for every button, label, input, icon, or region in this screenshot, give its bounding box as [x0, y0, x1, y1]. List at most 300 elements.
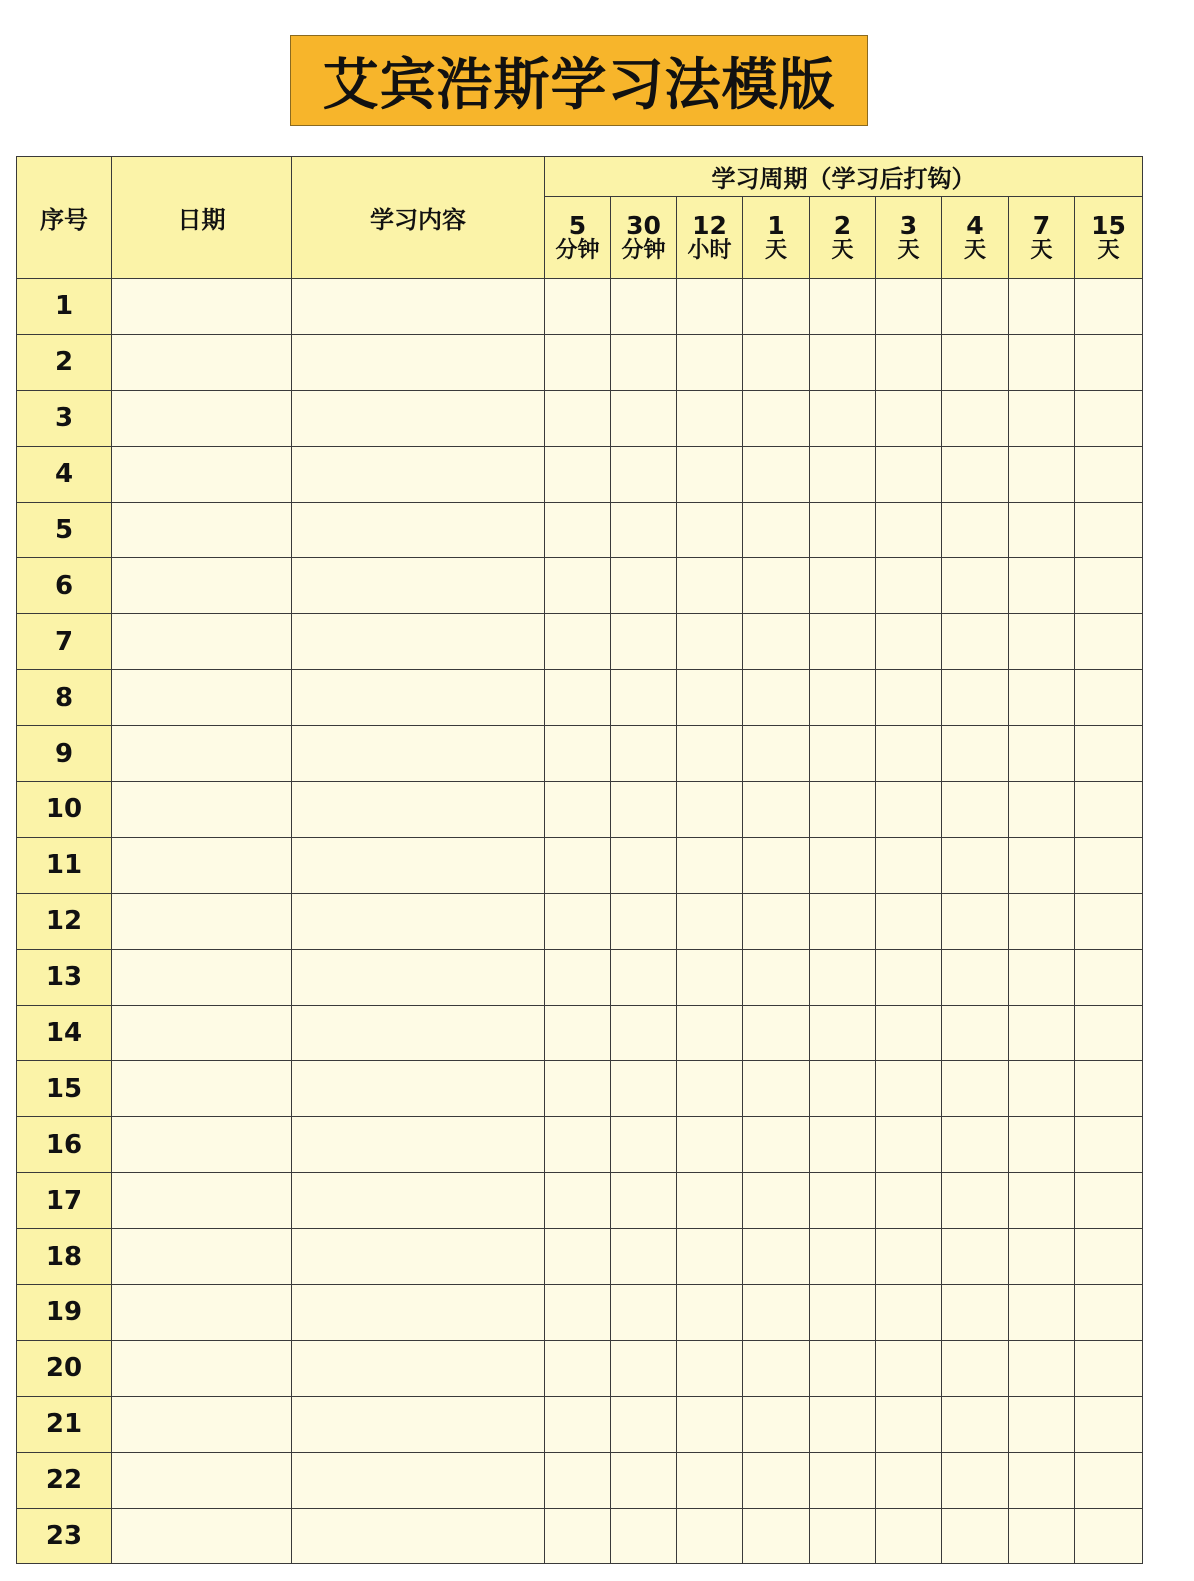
content-cell[interactable] — [292, 1173, 545, 1229]
check-cell[interactable] — [545, 502, 611, 558]
header-interval — [677, 197, 743, 279]
check-cell[interactable] — [677, 390, 743, 446]
check-cell[interactable] — [545, 1340, 611, 1396]
content-cell[interactable] — [292, 334, 545, 390]
date-cell[interactable] — [112, 726, 292, 782]
check-cell[interactable] — [611, 1229, 677, 1285]
check-cell[interactable] — [810, 893, 876, 949]
check-cell[interactable] — [942, 1117, 1009, 1173]
check-cell[interactable] — [942, 670, 1009, 726]
check-cell[interactable] — [743, 1452, 810, 1508]
content-cell[interactable] — [292, 949, 545, 1005]
check-cell[interactable] — [1075, 837, 1143, 893]
table-row — [17, 334, 1143, 390]
check-cell[interactable] — [876, 1508, 942, 1564]
check-cell[interactable] — [1009, 1508, 1075, 1564]
check-cell[interactable] — [876, 390, 942, 446]
check-cell[interactable] — [942, 782, 1009, 838]
interval-unit: 分钟 — [555, 237, 600, 263]
date-cell[interactable] — [112, 837, 292, 893]
check-cell[interactable] — [1075, 1340, 1143, 1396]
check-cell[interactable] — [677, 1117, 743, 1173]
row-index: 7 — [17, 614, 112, 670]
check-cell[interactable] — [611, 782, 677, 838]
check-cell[interactable] — [545, 1508, 611, 1564]
date-cell[interactable] — [112, 390, 292, 446]
check-cell[interactable] — [876, 1005, 942, 1061]
check-cell[interactable] — [677, 893, 743, 949]
check-cell[interactable] — [1075, 279, 1143, 335]
check-cell[interactable] — [810, 1061, 876, 1117]
check-cell[interactable] — [743, 893, 810, 949]
content-cell[interactable] — [292, 1229, 545, 1285]
content-cell[interactable] — [292, 1285, 545, 1341]
check-cell[interactable] — [611, 1061, 677, 1117]
check-cell[interactable] — [611, 837, 677, 893]
date-cell[interactable] — [112, 334, 292, 390]
check-cell[interactable] — [942, 334, 1009, 390]
check-cell[interactable] — [677, 1340, 743, 1396]
check-cell[interactable] — [611, 1340, 677, 1396]
row-index: 13 — [17, 949, 112, 1005]
check-cell[interactable] — [876, 446, 942, 502]
check-cell[interactable] — [545, 334, 611, 390]
check-cell[interactable] — [1009, 1117, 1075, 1173]
check-cell[interactable] — [1009, 558, 1075, 614]
check-cell[interactable] — [876, 502, 942, 558]
check-cell[interactable] — [677, 726, 743, 782]
row-index: 8 — [17, 670, 112, 726]
check-cell[interactable] — [1075, 1285, 1143, 1341]
date-cell[interactable] — [112, 446, 292, 502]
header-interval — [1075, 197, 1143, 279]
content-cell[interactable] — [292, 446, 545, 502]
check-cell[interactable] — [876, 726, 942, 782]
header-date: 日期 — [112, 157, 292, 279]
check-cell[interactable] — [942, 1508, 1009, 1564]
check-cell[interactable] — [1075, 670, 1143, 726]
row-index: 12 — [17, 893, 112, 949]
table-row — [17, 279, 1143, 335]
check-cell[interactable] — [1075, 893, 1143, 949]
check-cell[interactable] — [677, 1508, 743, 1564]
check-cell[interactable] — [876, 558, 942, 614]
date-cell[interactable] — [112, 949, 292, 1005]
check-cell[interactable] — [810, 1508, 876, 1564]
date-cell[interactable] — [112, 502, 292, 558]
check-cell[interactable] — [677, 279, 743, 335]
check-cell[interactable] — [677, 446, 743, 502]
check-cell[interactable] — [743, 726, 810, 782]
check-cell[interactable] — [611, 1005, 677, 1061]
page-title: 艾宾浩斯学习法模版 — [290, 35, 868, 126]
table-row — [17, 1452, 1143, 1508]
check-cell[interactable] — [743, 1396, 810, 1452]
check-cell[interactable] — [1075, 446, 1143, 502]
date-cell[interactable] — [112, 670, 292, 726]
check-cell[interactable] — [1075, 334, 1143, 390]
table-row — [17, 1340, 1143, 1396]
check-cell[interactable] — [545, 614, 611, 670]
check-cell[interactable] — [611, 1117, 677, 1173]
check-cell[interactable] — [810, 1340, 876, 1396]
header-cycle: 学习周期（学习后打钩） — [545, 157, 1143, 197]
content-cell[interactable] — [292, 1396, 545, 1452]
content-cell[interactable] — [292, 558, 545, 614]
content-cell[interactable] — [292, 1061, 545, 1117]
check-cell[interactable] — [876, 334, 942, 390]
check-cell[interactable] — [942, 1005, 1009, 1061]
date-cell[interactable] — [112, 558, 292, 614]
check-cell[interactable] — [677, 334, 743, 390]
check-cell[interactable] — [743, 446, 810, 502]
check-cell[interactable] — [611, 390, 677, 446]
check-cell[interactable] — [1009, 893, 1075, 949]
header-index: 序号 — [17, 157, 112, 279]
check-cell[interactable] — [810, 1285, 876, 1341]
check-cell[interactable] — [942, 502, 1009, 558]
check-cell[interactable] — [942, 1340, 1009, 1396]
check-cell[interactable] — [1009, 726, 1075, 782]
content-cell[interactable] — [292, 1340, 545, 1396]
check-cell[interactable] — [876, 893, 942, 949]
check-cell[interactable] — [545, 1005, 611, 1061]
check-cell[interactable] — [1009, 446, 1075, 502]
check-cell[interactable] — [1009, 1061, 1075, 1117]
content-cell[interactable] — [292, 1508, 545, 1564]
check-cell[interactable] — [1075, 1229, 1143, 1285]
check-cell[interactable] — [611, 502, 677, 558]
check-cell[interactable] — [1075, 1005, 1143, 1061]
check-cell[interactable] — [1075, 1396, 1143, 1452]
check-cell[interactable] — [1075, 782, 1143, 838]
check-cell[interactable] — [743, 1061, 810, 1117]
date-cell[interactable] — [112, 1173, 292, 1229]
header-interval — [743, 197, 810, 279]
table-row — [17, 782, 1143, 838]
check-cell[interactable] — [743, 949, 810, 1005]
check-cell[interactable] — [876, 614, 942, 670]
check-cell[interactable] — [942, 446, 1009, 502]
check-cell[interactable] — [1075, 614, 1143, 670]
table-row — [17, 1396, 1143, 1452]
date-cell[interactable] — [112, 1285, 292, 1341]
check-cell[interactable] — [1009, 837, 1075, 893]
row-index: 19 — [17, 1285, 112, 1341]
check-cell[interactable] — [1075, 726, 1143, 782]
check-cell[interactable] — [810, 334, 876, 390]
check-cell[interactable] — [611, 1396, 677, 1452]
check-cell[interactable] — [743, 1285, 810, 1341]
check-cell[interactable] — [876, 1452, 942, 1508]
date-cell[interactable] — [112, 893, 292, 949]
check-cell[interactable] — [876, 1396, 942, 1452]
check-cell[interactable] — [1009, 1396, 1075, 1452]
check-cell[interactable] — [942, 1061, 1009, 1117]
check-cell[interactable] — [677, 1396, 743, 1452]
check-cell[interactable] — [545, 949, 611, 1005]
interval-number: 4 — [966, 210, 984, 240]
check-cell[interactable] — [1075, 390, 1143, 446]
check-cell[interactable] — [1009, 614, 1075, 670]
check-cell[interactable] — [810, 1452, 876, 1508]
row-index: 17 — [17, 1173, 112, 1229]
content-cell[interactable] — [292, 670, 545, 726]
interval-unit: 天 — [897, 237, 920, 263]
check-cell[interactable] — [942, 1173, 1009, 1229]
check-cell[interactable] — [876, 782, 942, 838]
interval-unit: 天 — [1030, 237, 1053, 263]
check-cell[interactable] — [677, 1061, 743, 1117]
check-cell[interactable] — [611, 279, 677, 335]
check-cell[interactable] — [743, 390, 810, 446]
content-cell[interactable] — [292, 726, 545, 782]
table-row — [17, 1285, 1143, 1341]
interval-number: 7 — [1032, 210, 1051, 240]
check-cell[interactable] — [810, 837, 876, 893]
check-cell[interactable] — [1075, 1452, 1143, 1508]
header-interval — [611, 197, 677, 279]
check-cell[interactable] — [1009, 334, 1075, 390]
check-cell[interactable] — [1009, 1173, 1075, 1229]
check-cell[interactable] — [810, 390, 876, 446]
interval-unit: 天 — [1097, 237, 1120, 263]
check-cell[interactable] — [942, 279, 1009, 335]
table-row — [17, 1173, 1143, 1229]
check-cell[interactable] — [743, 1340, 810, 1396]
check-cell[interactable] — [1009, 1229, 1075, 1285]
check-cell[interactable] — [810, 1173, 876, 1229]
check-cell[interactable] — [1009, 1340, 1075, 1396]
check-cell[interactable] — [743, 558, 810, 614]
check-cell[interactable] — [1009, 279, 1075, 335]
interval-number: 30 — [626, 210, 661, 240]
check-cell[interactable] — [611, 614, 677, 670]
interval-number: 3 — [899, 210, 918, 240]
check-cell[interactable] — [810, 1117, 876, 1173]
check-cell[interactable] — [1075, 1173, 1143, 1229]
check-cell[interactable] — [942, 1452, 1009, 1508]
row-index: 23 — [17, 1508, 112, 1564]
table-row — [17, 1005, 1143, 1061]
row-index: 22 — [17, 1452, 112, 1508]
check-cell[interactable] — [677, 1005, 743, 1061]
check-cell[interactable] — [677, 558, 743, 614]
check-cell[interactable] — [611, 670, 677, 726]
check-cell[interactable] — [743, 1173, 810, 1229]
check-cell[interactable] — [810, 279, 876, 335]
table-row — [17, 446, 1143, 502]
check-cell[interactable] — [545, 1061, 611, 1117]
table-row — [17, 1117, 1143, 1173]
check-cell[interactable] — [677, 949, 743, 1005]
date-cell[interactable] — [112, 1508, 292, 1564]
check-cell[interactable] — [611, 446, 677, 502]
check-cell[interactable] — [942, 558, 1009, 614]
check-cell[interactable] — [743, 334, 810, 390]
check-cell[interactable] — [545, 893, 611, 949]
check-cell[interactable] — [611, 1508, 677, 1564]
content-cell[interactable] — [292, 782, 545, 838]
check-cell[interactable] — [810, 614, 876, 670]
check-cell[interactable] — [611, 726, 677, 782]
check-cell[interactable] — [545, 782, 611, 838]
check-cell[interactable] — [1009, 1285, 1075, 1341]
row-index: 3 — [17, 390, 112, 446]
check-cell[interactable] — [1009, 1452, 1075, 1508]
check-cell[interactable] — [677, 837, 743, 893]
interval-unit: 天 — [831, 237, 854, 263]
check-cell[interactable] — [810, 1396, 876, 1452]
check-cell[interactable] — [1009, 949, 1075, 1005]
check-cell[interactable] — [1075, 949, 1143, 1005]
content-cell[interactable] — [292, 893, 545, 949]
check-cell[interactable] — [1075, 1508, 1143, 1564]
check-cell[interactable] — [677, 670, 743, 726]
check-cell[interactable] — [743, 502, 810, 558]
check-cell[interactable] — [876, 1061, 942, 1117]
check-cell[interactable] — [942, 614, 1009, 670]
check-cell[interactable] — [942, 1285, 1009, 1341]
row-index: 16 — [17, 1117, 112, 1173]
date-cell[interactable] — [112, 1229, 292, 1285]
check-cell[interactable] — [677, 1452, 743, 1508]
row-index: 20 — [17, 1340, 112, 1396]
check-cell[interactable] — [876, 1340, 942, 1396]
check-cell[interactable] — [545, 726, 611, 782]
check-cell[interactable] — [545, 558, 611, 614]
content-cell[interactable] — [292, 837, 545, 893]
check-cell[interactable] — [810, 726, 876, 782]
check-cell[interactable] — [743, 1005, 810, 1061]
check-cell[interactable] — [545, 670, 611, 726]
check-cell[interactable] — [611, 1285, 677, 1341]
content-cell[interactable] — [292, 390, 545, 446]
check-cell[interactable] — [1075, 558, 1143, 614]
check-cell[interactable] — [545, 1173, 611, 1229]
check-cell[interactable] — [743, 1117, 810, 1173]
row-index: 11 — [17, 837, 112, 893]
content-cell[interactable] — [292, 279, 545, 335]
check-cell[interactable] — [942, 837, 1009, 893]
row-index: 14 — [17, 1005, 112, 1061]
check-cell[interactable] — [876, 1285, 942, 1341]
date-cell[interactable] — [112, 279, 292, 335]
check-cell[interactable] — [743, 279, 810, 335]
date-cell[interactable] — [112, 1005, 292, 1061]
content-cell[interactable] — [292, 1117, 545, 1173]
check-cell[interactable] — [677, 1285, 743, 1341]
check-cell[interactable] — [1009, 670, 1075, 726]
check-cell[interactable] — [1075, 1117, 1143, 1173]
check-cell[interactable] — [545, 1229, 611, 1285]
check-cell[interactable] — [876, 670, 942, 726]
check-cell[interactable] — [611, 334, 677, 390]
date-cell[interactable] — [112, 782, 292, 838]
check-cell[interactable] — [545, 837, 611, 893]
check-cell[interactable] — [545, 446, 611, 502]
check-cell[interactable] — [611, 949, 677, 1005]
row-index: 5 — [17, 502, 112, 558]
row-index: 18 — [17, 1229, 112, 1285]
content-cell[interactable] — [292, 502, 545, 558]
check-cell[interactable] — [876, 949, 942, 1005]
table-header — [17, 157, 1143, 279]
date-cell[interactable] — [112, 614, 292, 670]
table-row — [17, 558, 1143, 614]
check-cell[interactable] — [743, 670, 810, 726]
check-cell[interactable] — [810, 949, 876, 1005]
check-cell[interactable] — [810, 1005, 876, 1061]
check-cell[interactable] — [942, 949, 1009, 1005]
check-cell[interactable] — [876, 837, 942, 893]
check-cell[interactable] — [810, 670, 876, 726]
check-cell[interactable] — [1009, 502, 1075, 558]
check-cell[interactable] — [545, 1285, 611, 1341]
check-cell[interactable] — [611, 1452, 677, 1508]
check-cell[interactable] — [942, 893, 1009, 949]
check-cell[interactable] — [545, 279, 611, 335]
check-cell[interactable] — [611, 558, 677, 614]
check-cell[interactable] — [743, 837, 810, 893]
check-cell[interactable] — [611, 1173, 677, 1229]
check-cell[interactable] — [677, 502, 743, 558]
check-cell[interactable] — [876, 1173, 942, 1229]
check-cell[interactable] — [743, 1508, 810, 1564]
header-interval — [942, 197, 1009, 279]
check-cell[interactable] — [545, 1396, 611, 1452]
check-cell[interactable] — [942, 1229, 1009, 1285]
check-cell[interactable] — [677, 782, 743, 838]
check-cell[interactable] — [743, 614, 810, 670]
date-cell[interactable] — [112, 1452, 292, 1508]
check-cell[interactable] — [545, 390, 611, 446]
content-cell[interactable] — [292, 1005, 545, 1061]
check-cell[interactable] — [677, 1229, 743, 1285]
check-cell[interactable] — [1075, 1061, 1143, 1117]
content-cell[interactable] — [292, 614, 545, 670]
check-cell[interactable] — [810, 446, 876, 502]
check-cell[interactable] — [942, 726, 1009, 782]
check-cell[interactable] — [1009, 390, 1075, 446]
check-cell[interactable] — [810, 502, 876, 558]
check-cell[interactable] — [876, 1117, 942, 1173]
check-cell[interactable] — [1075, 502, 1143, 558]
check-cell[interactable] — [743, 782, 810, 838]
date-cell[interactable] — [112, 1340, 292, 1396]
check-cell[interactable] — [810, 558, 876, 614]
check-cell[interactable] — [942, 390, 1009, 446]
check-cell[interactable] — [545, 1117, 611, 1173]
check-cell[interactable] — [611, 893, 677, 949]
date-cell[interactable] — [112, 1061, 292, 1117]
check-cell[interactable] — [743, 1229, 810, 1285]
check-cell[interactable] — [876, 1229, 942, 1285]
check-cell[interactable] — [677, 1173, 743, 1229]
check-cell[interactable] — [942, 1396, 1009, 1452]
check-cell[interactable] — [1009, 1005, 1075, 1061]
check-cell[interactable] — [810, 1229, 876, 1285]
content-cell[interactable] — [292, 1452, 545, 1508]
date-cell[interactable] — [112, 1117, 292, 1173]
check-cell[interactable] — [1009, 782, 1075, 838]
check-cell[interactable] — [810, 782, 876, 838]
table-row — [17, 670, 1143, 726]
check-cell[interactable] — [876, 279, 942, 335]
date-cell[interactable] — [112, 1396, 292, 1452]
check-cell[interactable] — [677, 614, 743, 670]
check-cell[interactable] — [545, 1452, 611, 1508]
